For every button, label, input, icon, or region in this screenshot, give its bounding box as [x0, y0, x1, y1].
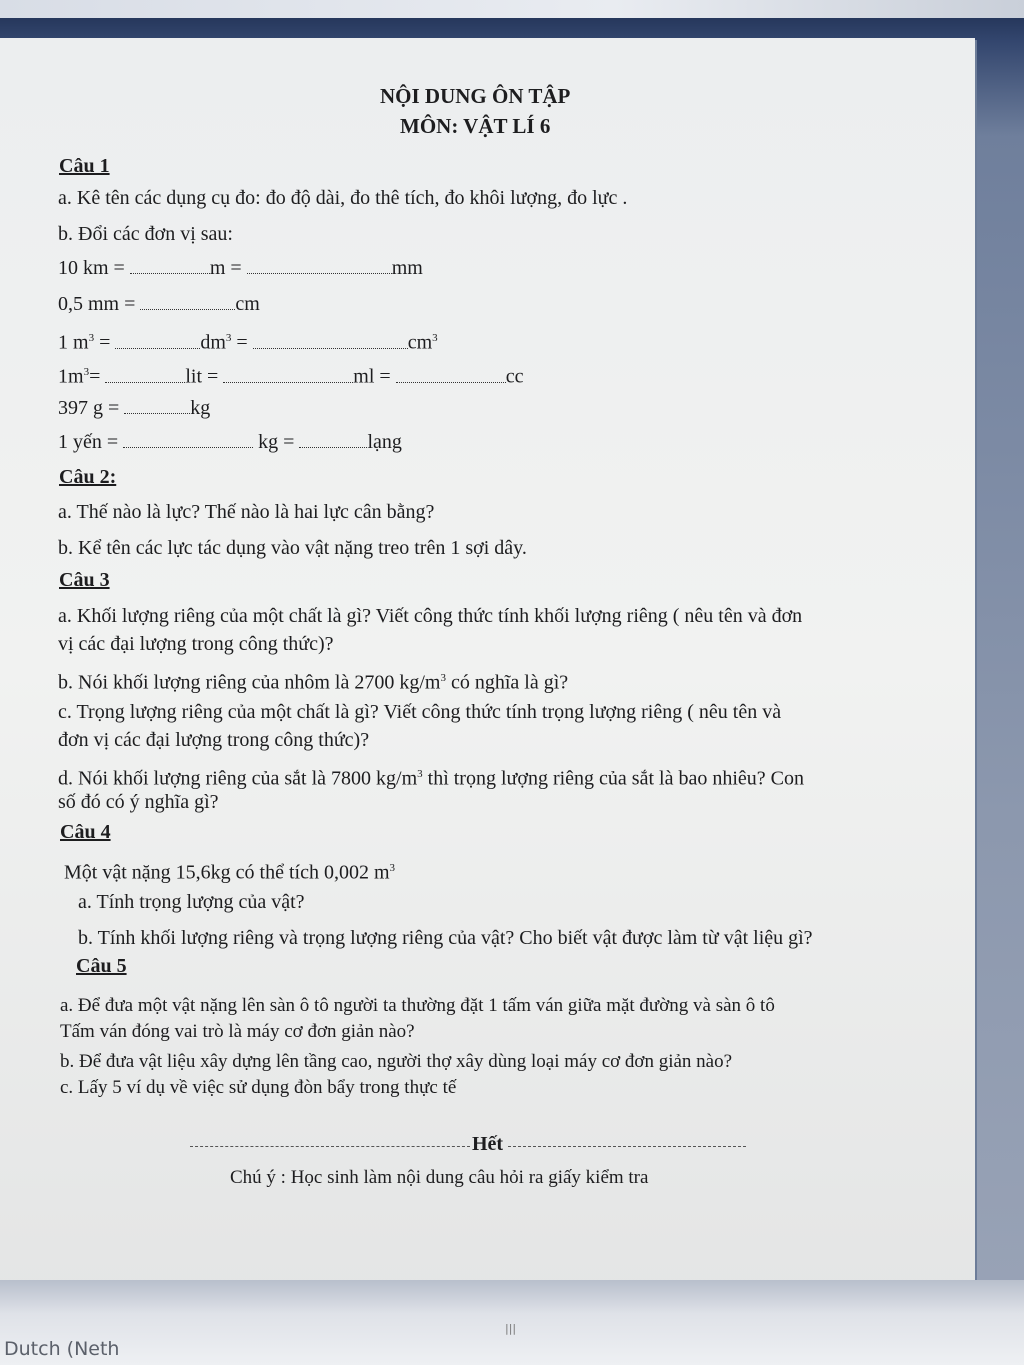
cau3-d: [58, 762, 804, 791]
cau3-b-sup: 3: [440, 672, 446, 684]
blank-field: [124, 399, 190, 414]
r1-c: mm: [391, 257, 423, 279]
cau4-intro-sup: 3: [389, 862, 396, 874]
conversion-row-1: [58, 256, 423, 280]
cau4-heading: Câu 4: [60, 821, 111, 843]
cau1-heading: Câu 1: [59, 155, 110, 177]
cau5-c: c. Lấy 5 ví dụ về việc sử dụng đòn bẩy trong thực tế: [60, 1077, 457, 1098]
cau3-d-post: thì trọng lượng riêng của sắt là bao nhiêu? Con: [422, 767, 804, 790]
blank-field: [396, 368, 506, 383]
cau3-c2: đơn vị các đại lượng trong công thức)?: [58, 729, 370, 751]
r4-d: cc: [505, 365, 524, 388]
r3-c: cm: [407, 331, 433, 354]
cau5-heading: Câu 5: [76, 955, 127, 977]
r3-b: dm: [200, 331, 226, 354]
r5-b: kg: [190, 397, 211, 419]
r4-sup: 3: [83, 366, 90, 378]
conversion-row-5: [58, 396, 210, 420]
document-subject: MÔN: VẬT LÍ 6: [400, 114, 551, 138]
end-marker: Hết: [472, 1133, 504, 1155]
r3-a: 1 m: [58, 331, 89, 354]
cau3-b-text: b. Nói khối lượng riêng của nhôm là 2700 kg/m: [58, 671, 441, 694]
cau3-a1: a. Khối lượng riêng của một chất là gì? Viết công thức tính khối lượng riêng ( nêu tên và đơn: [58, 605, 803, 627]
r4-c: ml =: [353, 365, 391, 388]
cau5-a2: Tấm ván đóng vai trò là máy cơ đơn giản nào?: [60, 1021, 415, 1042]
cau3-c1: c. Trọng lượng riêng của một chất là gì? Viết công thức tính trọng lượng riêng ( nêu tên và: [58, 701, 782, 723]
r4-eq: =: [89, 365, 101, 388]
r1-a: 10 km =: [58, 257, 125, 279]
cau1-b: b. Đổi các đơn vị sau:: [58, 223, 233, 245]
blank-field: [253, 334, 408, 349]
r6-c: lạng: [367, 431, 402, 453]
language-status[interactable]: Dutch (Neth: [4, 1338, 120, 1360]
cau3-heading: Câu 3: [59, 569, 110, 591]
cau3-b-post: có nghĩa là gì?: [445, 671, 569, 694]
blank-field: [247, 259, 392, 274]
conversion-row-4: [58, 360, 523, 389]
cau3-d-sup: 3: [417, 768, 423, 780]
r2-a: 0,5 mm =: [58, 293, 136, 315]
scroll-grip-icon[interactable]: |||: [505, 1322, 517, 1335]
r2-b: cm: [235, 293, 260, 315]
conversion-row-2: [58, 292, 260, 316]
r3-sup-3: 3: [432, 332, 438, 344]
window-top-bar: [0, 0, 1024, 18]
end-divider-left: [190, 1146, 470, 1147]
end-divider-right: [508, 1146, 746, 1147]
cau1-a: a. Kê tên các dụng cụ đo: đo độ dài, đo thê tích, đo khôi lượng, đo lực .: [58, 187, 628, 209]
document-title: NỘI DUNG ÔN TẬP: [380, 84, 571, 108]
cau2-heading: Câu 2:: [59, 466, 117, 488]
cau3-a2: vị các đại lượng trong công thức)?: [58, 633, 334, 655]
r1-b: m =: [209, 257, 242, 279]
cau5-b: b. Để đưa vật liệu xây dựng lên tầng cao, người thợ xây dùng loại máy cơ đơn giản nào?: [60, 1051, 733, 1072]
cau5-a1: a. Để đưa một vật nặng lên sàn ô tô người ta thường đặt 1 tấm ván giữa mặt đường và sàn ô tô: [60, 995, 775, 1016]
cau4-intro: [64, 856, 395, 885]
cau4-b: b. Tính khối lượng riêng và trọng lượng riêng của vật? Cho biết vật được làm từ vật liệu gì?: [78, 927, 813, 949]
cau3-d2: số đó có ý nghĩa gì?: [58, 791, 219, 813]
r4-a: 1m: [58, 365, 84, 388]
blank-field: [140, 295, 235, 310]
r6-a: 1 yến =: [58, 431, 119, 453]
cau2-a: a. Thế nào là lực? Thế nào là hai lực cân bằng?: [58, 501, 435, 523]
r4-b: lit =: [185, 365, 219, 388]
blank-field: [130, 259, 210, 274]
blank-field: [123, 433, 253, 448]
r6-b: kg =: [258, 431, 295, 453]
conversion-row-3: [58, 326, 438, 355]
blank-field: [105, 368, 185, 383]
r3-eq: =: [94, 331, 111, 354]
cau4-a: a. Tính trọng lượng của vật?: [78, 891, 305, 913]
cau3-d-text: d. Nói khối lượng riêng của sắt là 7800 kg/m: [58, 767, 418, 790]
r3-sup: 3: [88, 332, 95, 344]
cau2-b: b. Kể tên các lực tác dụng vào vật nặng treo trên 1 sợi dây.: [58, 537, 527, 559]
blank-field: [115, 334, 200, 349]
blank-field: [299, 433, 367, 448]
footer-note: Chú ý : Học sinh làm nội dung câu hỏi ra giấy kiểm tra: [230, 1167, 649, 1188]
r5-a: 397 g =: [58, 397, 120, 419]
cau4-intro-text: Một vật nặng 15,6kg có thể tích 0,002 m: [64, 861, 390, 884]
r3-eq-2: =: [231, 331, 248, 354]
r3-sup-2: 3: [225, 332, 232, 344]
conversion-row-6: [58, 430, 402, 454]
cau3-b: [58, 666, 568, 695]
blank-field: [223, 368, 353, 383]
document-page: [0, 38, 975, 1300]
